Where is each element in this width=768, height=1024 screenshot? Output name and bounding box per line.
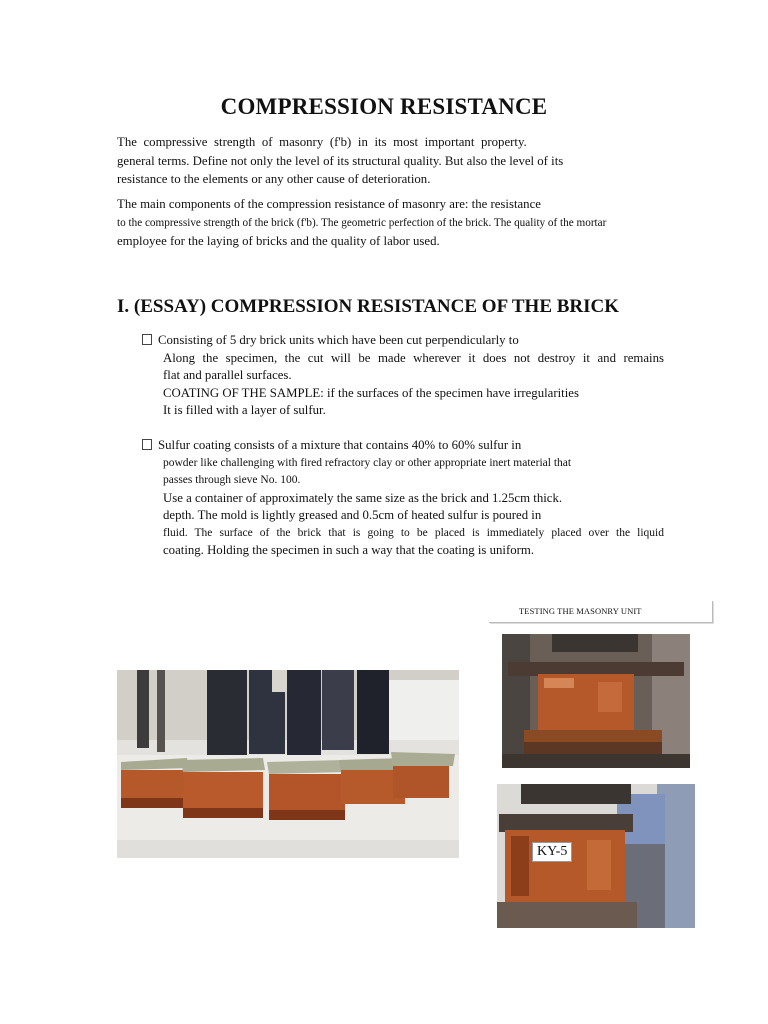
text-line: flat and parallel surfaces. [163,368,292,382]
photo-brick-press [502,634,690,768]
figure-caption: TESTING THE MASONRY UNIT [519,606,642,616]
text-line: employee for the laying of bricks and the quality of labor used. [117,234,440,248]
bullet-box-icon [142,439,152,450]
text-line: coating. Holding the specimen in such a way that the coating is uniform. [163,543,535,557]
text-line: powder like challenging with fired refractory clay or other appropriate inert material that [163,456,572,469]
photo-bricks-floor [117,670,459,858]
text-line: depth. The mold is lightly greased and 0.5cm of heated sulfur is poured in [163,508,542,522]
text-line: fluid. The surface of the brick that is going to be placed is immediately placed over the liquid [163,526,664,539]
text-line: to the compressive strength of the brick (f'b). The geometric perfection of the brick. The quality of the mortar [117,216,607,229]
photo-brick-press-image [502,634,690,768]
section-heading: I. (ESSAY) COMPRESSION RESISTANCE OF THE BRICK [117,296,620,317]
page-title: COMPRESSION RESISTANCE [220,94,548,119]
photo-bricks-floor-image [117,670,459,858]
intro-paragraph-2 [117,195,665,251]
text-line: general terms. Define not only the level of its structural quality. But also the level of its [117,153,564,168]
photo-label: KY-5 [532,842,572,862]
text-line: passes through sieve No. 100. [163,474,301,486]
text-line: Along the specimen, the cut will be made wherever it does not destroy it and remains [163,350,664,365]
bullet-lead: Sulfur coating consists of a mixture that contains 40% to 60% sulfur in [158,438,522,452]
bullet-item-2 [142,437,664,560]
text-line: It is filled with a layer of sulfur. [163,403,326,417]
figure-caption-box [489,601,713,623]
text-line: Use a container of approximately the same size as the brick and 1.25cm thick. [163,490,563,505]
text-line: The compressive strength of masonry (f'b) in its most important property. [117,135,527,149]
intro-paragraph-1 [117,133,665,189]
bullet-item-1 [142,332,664,420]
text-line: COATING OF THE SAMPLE: if the surfaces of the specimen have irregularities [163,385,579,400]
bullet-box-icon [142,334,152,345]
bullet-lead: Consisting of 5 dry brick units which have been cut perpendicularly to [158,333,519,347]
photo-brick-ky5-image [497,784,695,928]
text-line: The main components of the compression resistance of masonry are: the resistance [117,197,541,211]
text-line: resistance to the elements or any other cause of deterioration. [117,172,431,186]
photo-brick-ky5 [497,784,695,928]
